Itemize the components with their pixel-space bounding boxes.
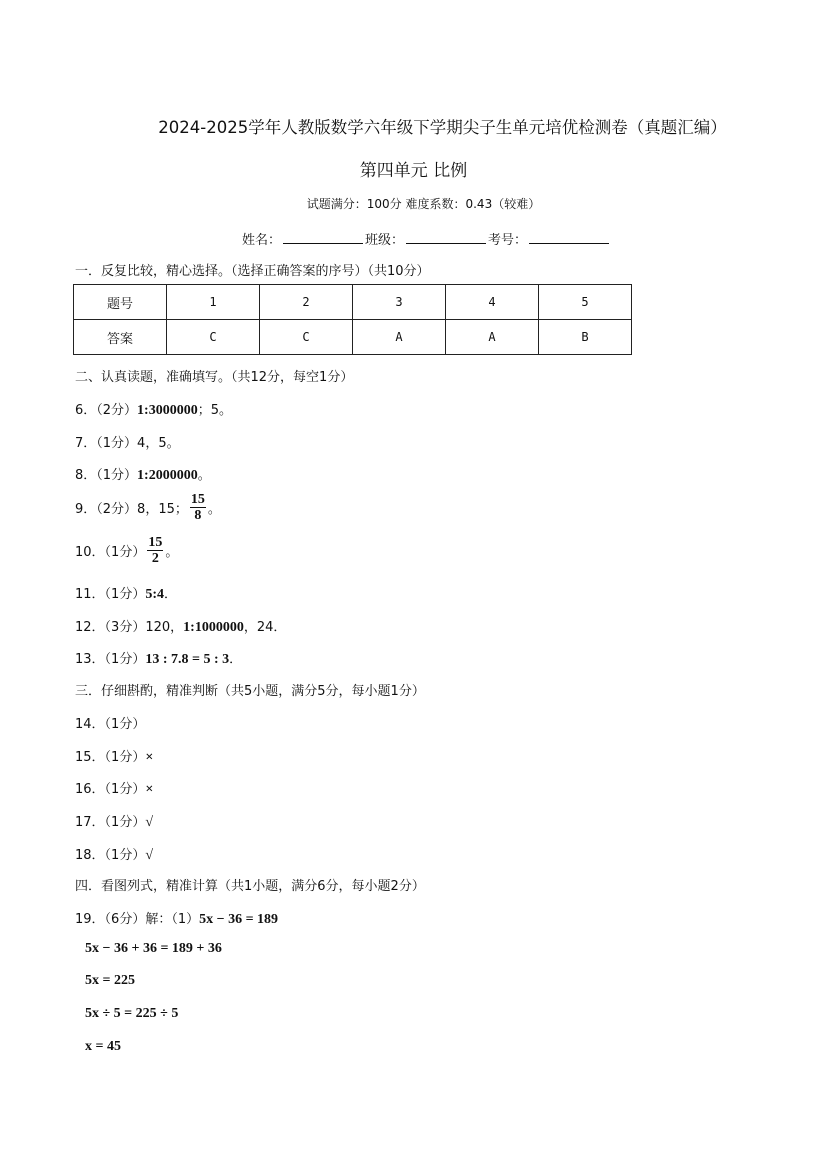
q-prefix: 16．（1分） [75, 782, 146, 797]
q-prefix: 12．（3分） [75, 620, 146, 635]
table-cell: 3 [353, 285, 446, 320]
answer-19 [75, 908, 278, 928]
answer-16 [75, 778, 153, 798]
q-prefix: 9．（2分） [75, 502, 138, 517]
q-prefix: 10．（1分） [75, 545, 146, 560]
answer-6 [75, 399, 232, 419]
answer-value: 13 : 7.8 = 5 : 3 [145, 652, 230, 667]
q-prefix: 17．（1分） [75, 815, 146, 830]
q-prefix: 11．（1分） [75, 587, 146, 602]
section-2-heading: 二、认真读题，准确填写。（共12分，每空1分） [75, 370, 354, 385]
id-label: 考号： [488, 233, 528, 248]
q-prefix: 19．（6分）解：（1） [75, 912, 200, 927]
q-prefix: 6．（2分） [75, 403, 138, 418]
table-row [74, 285, 632, 320]
table-cell: B [539, 320, 632, 355]
class-blank [406, 232, 486, 244]
answer-tail: ． [164, 587, 178, 602]
answer-17 [75, 811, 153, 831]
check-mark-icon: √ [145, 815, 154, 830]
answer-11 [75, 583, 177, 603]
answer-tail: 。 [197, 468, 211, 483]
answer-7 [75, 432, 180, 451]
fraction [190, 492, 206, 523]
answer-tail: 。 [165, 545, 179, 560]
fraction-numerator: 15 [190, 492, 205, 507]
student-info [242, 229, 611, 248]
answer-tail: ，24． [243, 620, 287, 635]
equation-step: 5x ÷ 5 = 225 ÷ 5 [85, 1006, 179, 1021]
answer-tail: ；5。 [197, 403, 232, 418]
table-cell: 1 [167, 285, 260, 320]
answer-value: 1:2000000 [137, 468, 198, 483]
section-1-heading: 一．反复比较，精心选择。（选择正确答案的序号）（共10分） [75, 264, 430, 279]
table-cell: A [446, 320, 539, 355]
answer-15 [75, 746, 153, 766]
table-cell: 4 [446, 285, 539, 320]
answer-table [73, 284, 632, 355]
equation: 5x − 36 = 189 [199, 912, 279, 927]
section-4-heading: 四．看图列式，精准计算（共1小题，满分6分，每小题2分） [75, 879, 425, 894]
q-prefix: 15．（1分） [75, 750, 146, 765]
answer-value: 5:4 [145, 587, 164, 602]
q-prefix: 13．（1分） [75, 652, 146, 667]
table-row [74, 320, 632, 355]
answer-value: 120， [145, 620, 184, 635]
q-prefix: 18．（1分） [75, 848, 146, 863]
answer-value-bold: 1:1000000 [183, 620, 244, 635]
answer-value: 4，5。 [137, 436, 180, 451]
q-prefix: 8．（1分） [75, 468, 138, 483]
row-label-answer: 答案 [74, 320, 167, 355]
fraction-denominator: 8 [194, 508, 202, 523]
table-cell: C [167, 320, 260, 355]
answer-value: 8，15； [137, 502, 188, 517]
table-cell: 2 [260, 285, 353, 320]
cross-mark-icon: × [145, 782, 154, 797]
name-label: 姓名： [242, 233, 282, 248]
answer-14 [75, 713, 145, 733]
exam-meta: 试题满分：100分 难度系数：0.43（较难） [306, 197, 541, 211]
table-cell: C [260, 320, 353, 355]
answer-tail: ． [229, 652, 243, 667]
fraction [147, 535, 163, 566]
answer-10 [75, 535, 178, 566]
row-label-number: 题号 [74, 285, 167, 320]
id-blank [529, 232, 609, 244]
class-label: 班级： [365, 233, 405, 248]
equation-step: 5x − 36 + 36 = 189 + 36 [85, 941, 222, 956]
answer-value: 1:3000000 [137, 403, 198, 418]
fraction-denominator: 2 [151, 551, 159, 566]
name-blank [283, 232, 363, 244]
document-title: 2024-2025学年人教版数学六年级下学期尖子生单元培优检测卷（真题汇编） [158, 118, 727, 137]
answer-9 [75, 492, 221, 523]
answer-tail: 。 [207, 502, 221, 517]
answer-18 [75, 844, 153, 864]
answer-13 [75, 648, 242, 668]
unit-title: 第四单元 比例 [359, 161, 468, 181]
check-mark-icon: √ [145, 848, 154, 863]
fraction-numerator: 15 [148, 535, 163, 550]
q-prefix: 7．（1分） [75, 436, 138, 451]
table-cell: 5 [539, 285, 632, 320]
equation-step: 5x = 225 [85, 973, 135, 988]
equation-step: x = 45 [85, 1039, 121, 1054]
answer-8 [75, 464, 211, 484]
cross-mark-icon: × [145, 750, 154, 765]
q-prefix: 14．（1分） [75, 717, 146, 732]
answer-12 [75, 616, 286, 636]
section-3-heading: 三．仔细斟酌，精准判断（共5小题，满分5分，每小题1分） [75, 684, 425, 699]
table-cell: A [353, 320, 446, 355]
